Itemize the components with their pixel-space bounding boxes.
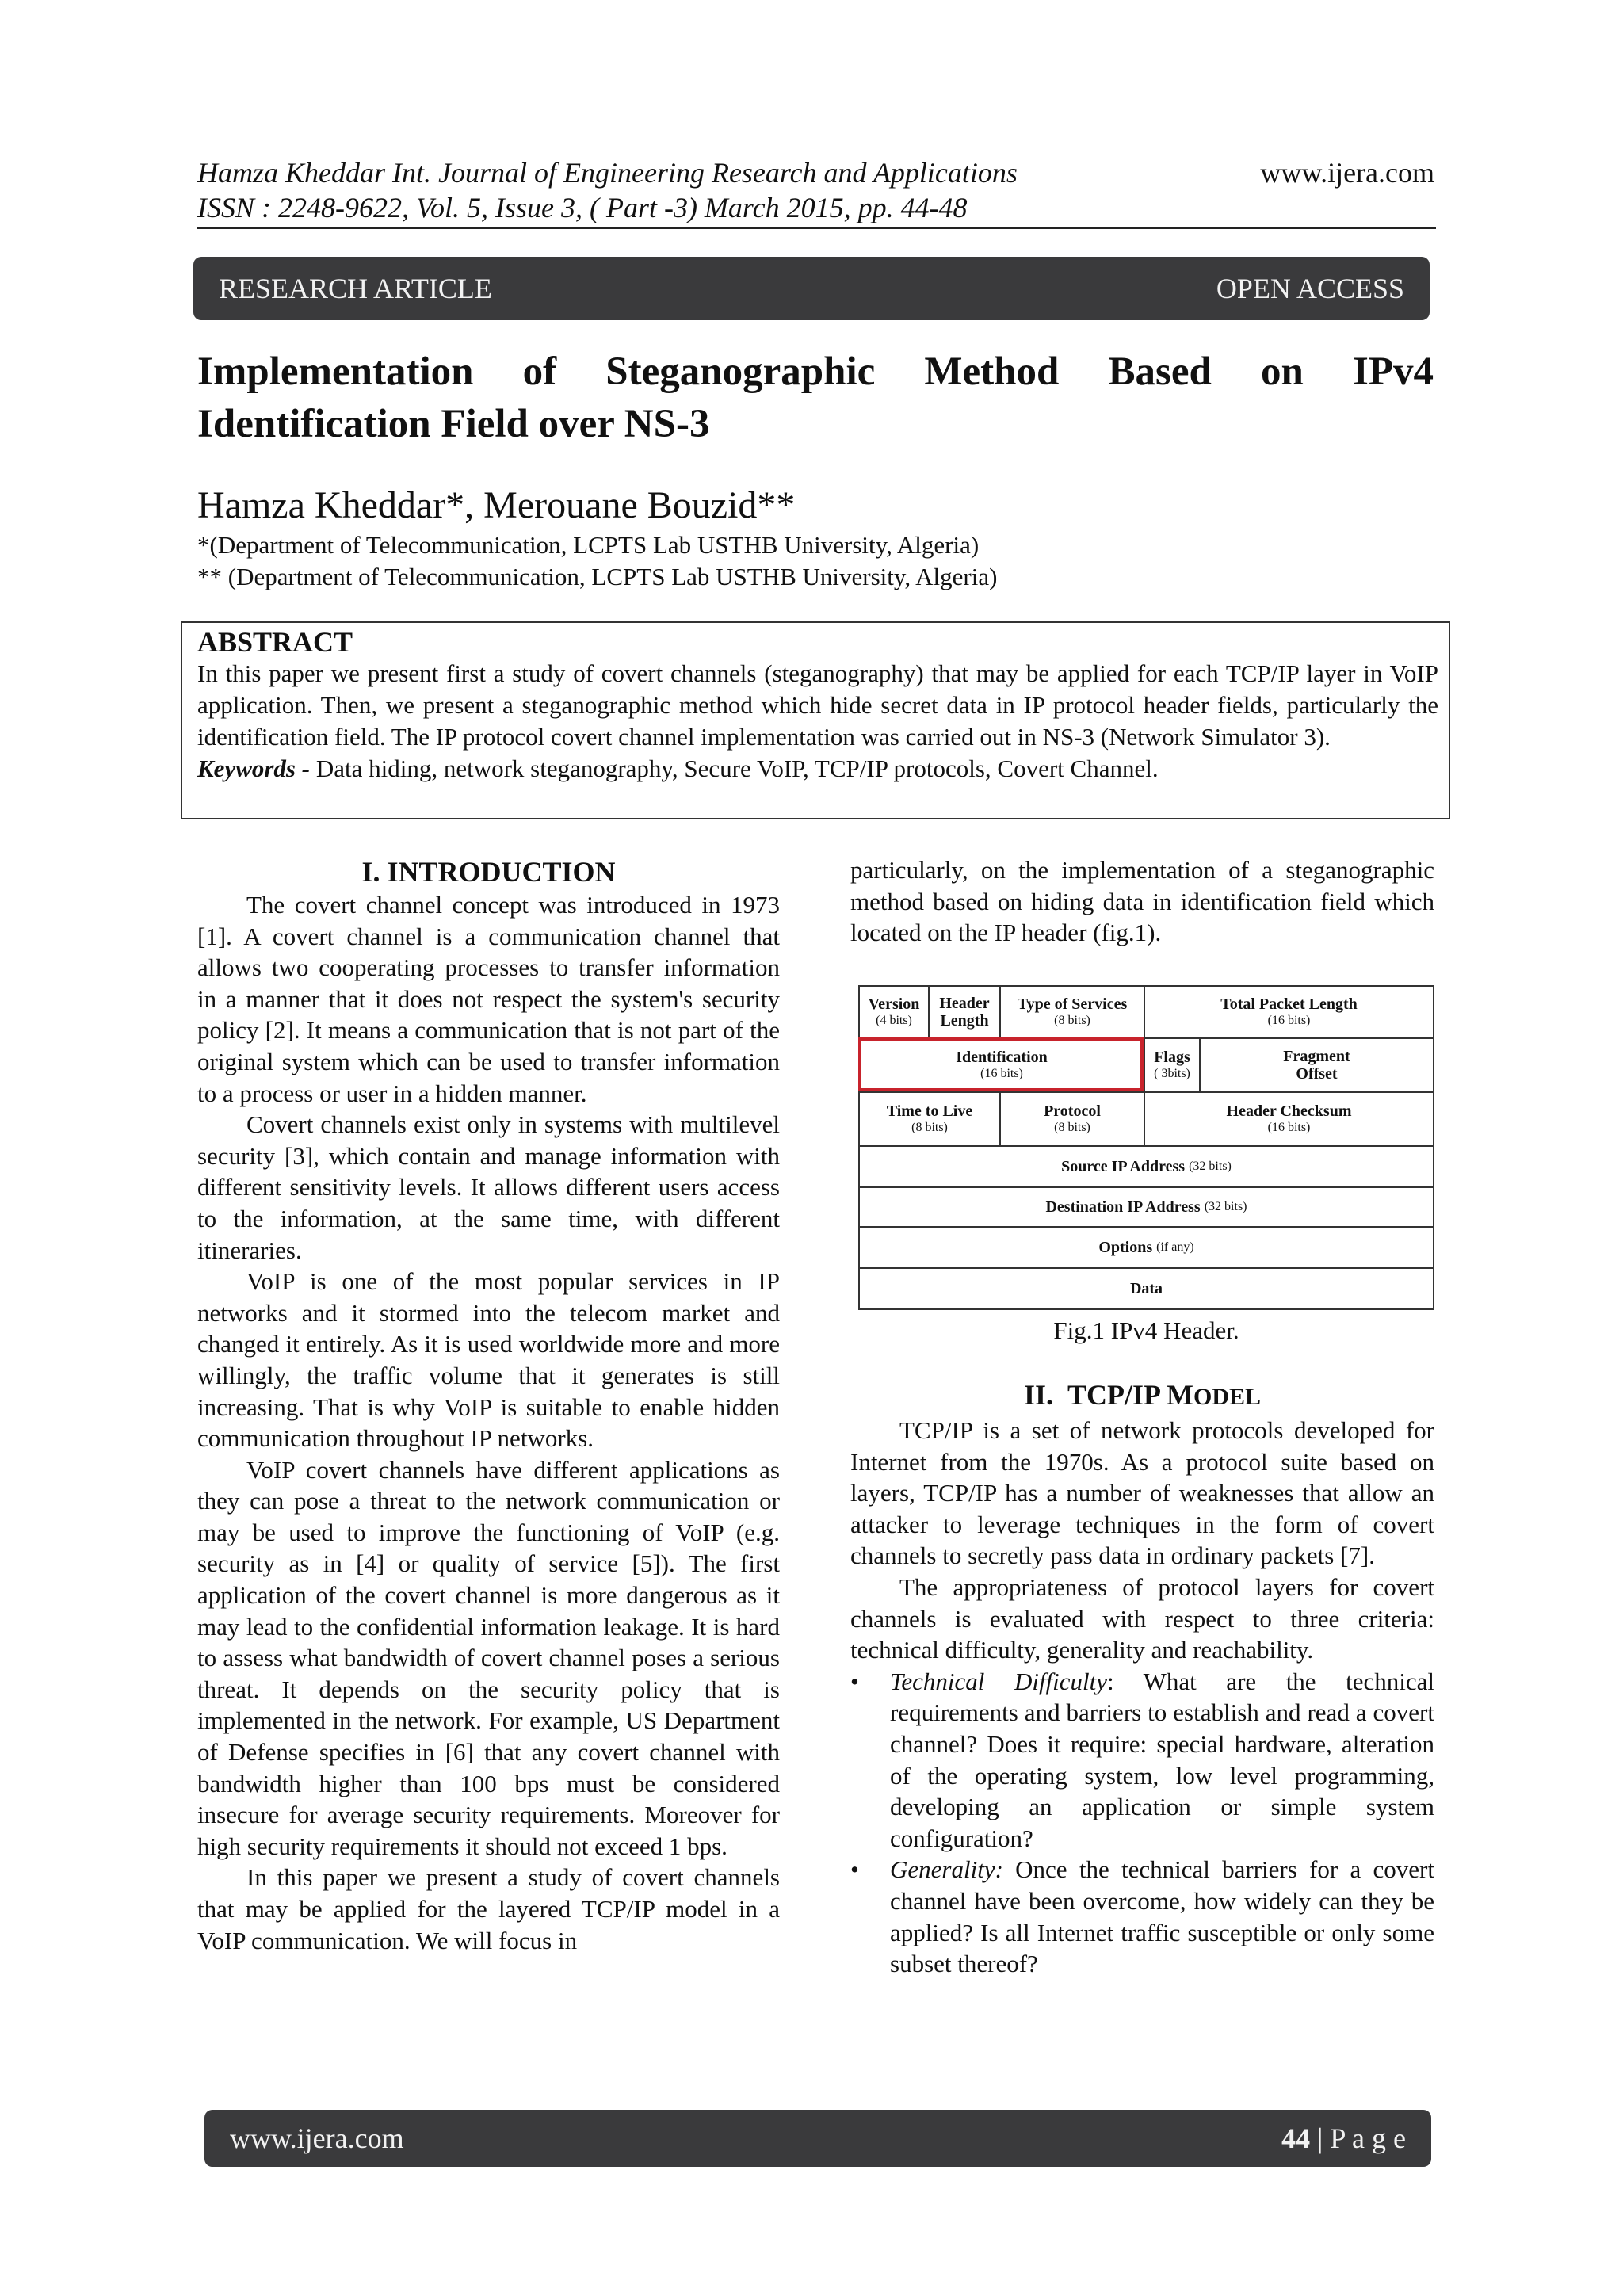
intro-paragraph-4: VoIP covert channels have different applications as they can pose a threat to the network communication or may be used to improve the functioning of VoIP (e.g. security as in [4] or quality of service [5]). The first application of the covert channel is more dangerous as it may lead to the confidential information leakage. It is hard to assess what bandwidth of covert channel poses a serious threat. It depends on the security policy that is implemented in the network. For example, US Department of Defense specifies in [6] that any covert channel with bandwidth higher than 100 bps must be considered insecure for average security requirements. Moreover for high security requirements it should not exceed 1 bps. <box>197 1455 780 1860</box>
footer-website: www.ijera.com <box>230 2122 404 2154</box>
journal-line-2: ISSN : 2248-9622, Vol. 5, Issue 3, ( Part -3) March 2015, pp. 44-48 <box>197 192 968 223</box>
intro-continuation: particularly, on the implementation of a steganographic method based on hiding data in identification field which located on the IP header (fig.1). <box>850 856 1434 947</box>
field-options: Options (if any) <box>858 1226 1434 1269</box>
field-time-to-live: Time to Live (8 bits) <box>858 1091 1001 1147</box>
field-header-length: Header Length <box>928 985 1001 1039</box>
paper-authors: Hamza Kheddar*, Merouane Bouzid** <box>197 484 796 526</box>
intro-paragraph-2: Covert channels exist only in systems with multilevel security [3], which contain and manage information with different sensitivity levels. It allows different users access to the information, at the same time, with different itineraries. <box>197 1110 780 1264</box>
journal-line-1: Hamza Kheddar Int. Journal of Engineering Research and Applications <box>197 157 1018 189</box>
abstract-text: In this paper we present first a study of covert channels (steganography) that may be applied for each TCP/IP layer in VoIP application. Then, we present a steganographic method which hide secret data in IP protocol header fields, particularly the identification field. The IP protocol covert channel implementation was carried out in NS-3 (Network Simulator 3). <box>197 659 1438 751</box>
header-website: www.ijera.com <box>1260 157 1434 189</box>
left-column <box>197 854 780 1956</box>
right-column-top <box>850 854 1434 949</box>
field-total-length: Total Packet Length (16 bits) <box>1144 985 1434 1039</box>
keywords <box>197 753 1438 785</box>
intro-paragraph-1: The covert channel concept was introduced in 1973 [1]. A covert channel is a communication channel that allows two cooperating processes to transfer information in a manner that it does not respect the system's security policy [2]. It means a communication that is not part of the original system which can be used to transfer information to a process or user in a hidden manner. <box>197 891 780 1107</box>
open-access-label: OPEN ACCESS <box>1216 273 1404 304</box>
field-version: Version (4 bits) <box>858 985 930 1039</box>
intro-paragraph-3: VoIP is one of the most popular services in IP networks and it stormed into the telecom market and changed it entirely. As it is used worldwide more and more willingly, the traffic volume that it generates is still increasing. That is why VoIP is suitable to enable hidden communication throughout IP networks. <box>197 1267 780 1453</box>
section-2 <box>850 1377 1434 1980</box>
field-flags: Flags ( 3bits) <box>1144 1037 1201 1093</box>
section-2-paragraph-2: The appropriateness of protocol layers for covert channels is evaluated with respect to three criteria: technical difficulty, generality and reachability. <box>850 1572 1434 1664</box>
section-2-heading: II. TCP/IP MODEL <box>1023 1379 1262 1411</box>
field-destination-ip: Destination IP Address (32 bits) <box>858 1186 1434 1228</box>
affiliation-1: *(Department of Telecommunication, LCPTS Lab USTHB University, Algeria) <box>197 531 980 559</box>
page-number: 44 | P a g e <box>1281 2122 1406 2154</box>
field-fragment-offset: Fragment Offset <box>1199 1037 1434 1093</box>
field-type-of-services: Type of Services (8 bits) <box>999 985 1145 1039</box>
affiliation-2: ** (Department of Telecommunication, LCPTS Lab USTHB University, Algeria) <box>197 563 998 590</box>
keywords-label: Keywords - <box>197 755 311 782</box>
figure-caption: Fig.1 IPv4 Header. <box>1053 1316 1239 1344</box>
page-footer <box>204 2110 1431 2167</box>
identification-highlight <box>858 1037 1144 1091</box>
article-type-banner <box>193 257 1430 320</box>
intro-paragraph-5: In this paper we present a study of covert channels that may be applied for the layered TCP/IP model in a VoIP communication. We will focus in <box>197 1863 780 1954</box>
field-protocol: Protocol (8 bits) <box>999 1091 1145 1147</box>
field-header-checksum: Header Checksum (16 bits) <box>1144 1091 1434 1147</box>
field-source-ip: Source IP Address (32 bits) <box>858 1145 1434 1188</box>
ipv4-header-figure <box>858 985 1434 1310</box>
abstract-heading: ABSTRACT <box>197 626 353 658</box>
field-identification: Identification (16 bits) <box>858 1037 1145 1093</box>
header-rule <box>197 227 1436 229</box>
field-data: Data <box>858 1267 1434 1310</box>
list-item: • Generality: Once the technical barriers for a covert channel have been overcome, how widely can they be applied? Is all Internet traffic susceptible or only some subset thereof? <box>850 1854 1434 1979</box>
criteria-list <box>850 1666 1434 1980</box>
intro-heading: I. INTRODUCTION <box>361 856 616 888</box>
research-article-label: RESEARCH ARTICLE <box>219 273 492 304</box>
section-2-paragraph-1: TCP/IP is a set of network protocols developed for Internet from the 1970s. As a protocol suite based on layers, TCP/IP has a number of weaknesses that allow an attacker to leverage techniques in the form of covert channels to secretly pass data in ordinary packets [7]. <box>850 1416 1434 1570</box>
list-item: • Technical Difficulty: What are the technical requirements and barriers to establish and read a covert channel? Does it require: special hardware, alteration of the operating system, low level programming, developing an application or simple system configuration? <box>850 1666 1434 1855</box>
abstract <box>197 626 1438 785</box>
paper-title: Implementation of Steganographic Method Based on IPv4 Identification Field over NS-3 <box>197 350 1434 446</box>
keywords-text: Data hiding, network steganography, Secure VoIP, TCP/IP protocols, Covert Channel. <box>310 755 1159 782</box>
